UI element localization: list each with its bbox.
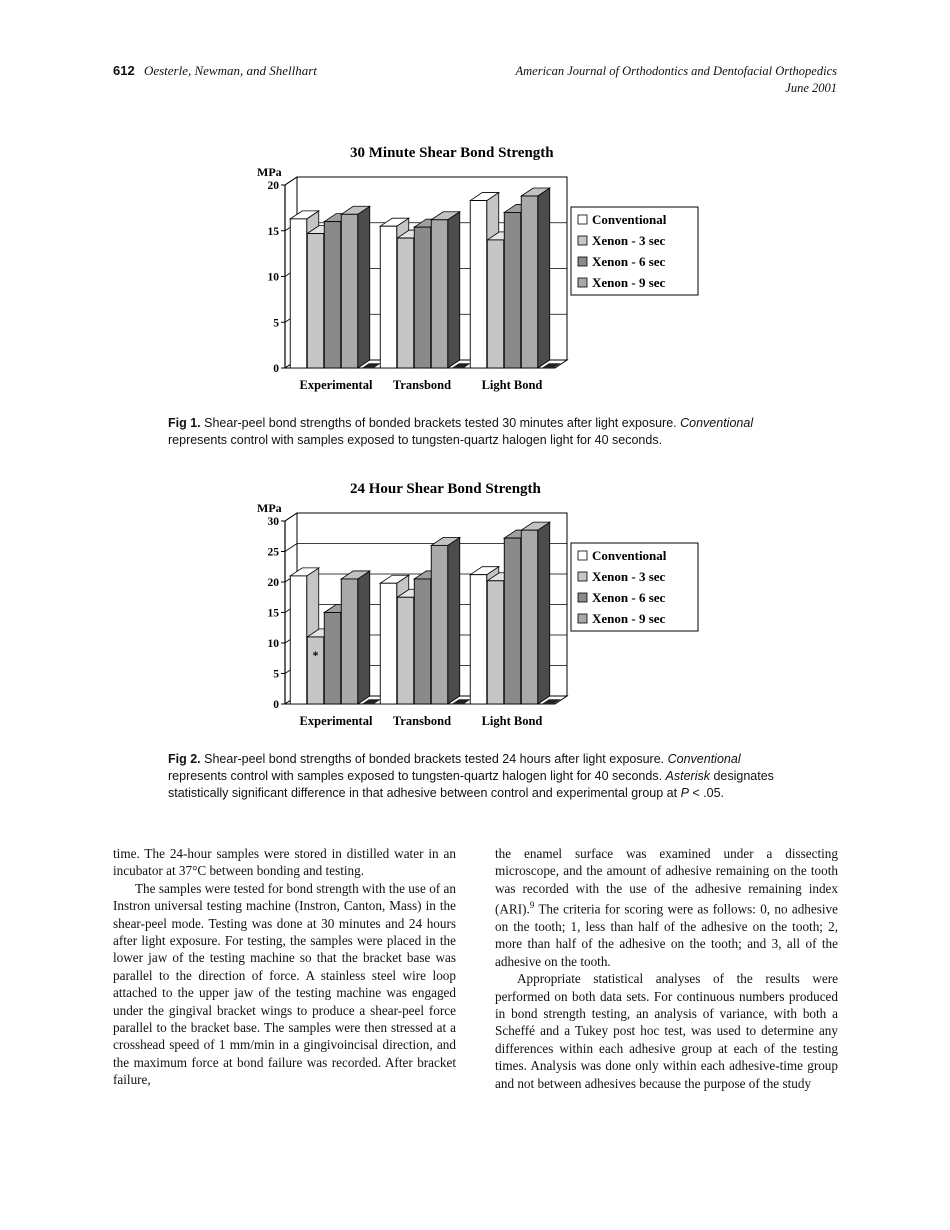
fig2-text-4: < .05.	[688, 786, 725, 800]
running-header-right	[516, 63, 838, 97]
fig1-italic: Conventional	[680, 416, 754, 430]
bar-front	[290, 219, 307, 368]
figure-2	[255, 476, 715, 738]
running-authors: Oesterle, Newman, and Shellhart	[143, 63, 317, 78]
y-axis-label: MPa	[257, 501, 282, 515]
fig2-text-1: Shear-peel bond strengths of bonded brackets tested 24 hours after light exposure.	[200, 752, 668, 766]
legend-swatch	[578, 257, 587, 266]
bar-front	[324, 613, 341, 705]
fig1-text-2: represents control with samples exposed to tungsten-quartz halogen light for 40 seconds.	[168, 433, 663, 447]
y-tick-label: 25	[267, 546, 279, 559]
figure-2-caption	[168, 751, 788, 802]
bar-front	[397, 238, 414, 368]
y-tick-label: 10	[267, 271, 279, 284]
category-label: Experimental	[299, 714, 373, 728]
y-tick-label: 0	[273, 699, 279, 711]
y-tick-label: 20	[267, 180, 279, 192]
body-column-left	[113, 845, 456, 1089]
legend-label: Conventional	[592, 212, 667, 227]
y-axis-top-edge	[285, 513, 297, 521]
chart-title: 24 Hour Shear Bond Strength	[350, 481, 541, 497]
fig1-text-1: Shear-peel bond strengths of bonded brackets tested 30 minutes after light exposure.	[200, 416, 681, 430]
issue-date: June 2001	[785, 81, 837, 95]
legend-swatch	[578, 551, 587, 560]
fig2-italic-1: Conventional	[667, 752, 741, 766]
category-label: Light Bond	[481, 714, 543, 728]
page-number: 612	[113, 63, 135, 78]
bar-front	[521, 530, 538, 704]
bar-front	[414, 227, 431, 368]
bar-front	[470, 575, 487, 704]
gridline-side	[285, 544, 297, 552]
legend-swatch	[578, 278, 587, 287]
bar	[521, 522, 550, 704]
bar-side	[538, 188, 550, 368]
bar-front	[504, 538, 521, 704]
y-tick-label: 5	[273, 317, 279, 330]
citation-superscript: 9	[529, 900, 535, 911]
bar-front	[431, 545, 448, 704]
y-tick-label: 15	[267, 607, 279, 620]
legend-label: Conventional	[592, 548, 667, 563]
legend-label: Xenon - 9 sec	[592, 611, 666, 626]
legend-label: Xenon - 6 sec	[592, 254, 666, 269]
legend-label: Xenon - 3 sec	[592, 233, 666, 248]
y-tick-label: 5	[273, 668, 279, 681]
bar-front	[487, 240, 504, 368]
paragraph: time. The 24-hour samples were stored in distilled water in an incubator at 37°C between bonding and testing.	[113, 846, 456, 879]
paragraph-text: the enamel surface was examined under a dissecting microscope, and the amount of adhesive remaining on the tooth was recorded with the use of the adhesive remaining index (ARI).	[495, 846, 838, 917]
category-label: Transbond	[392, 378, 452, 392]
bar-front	[380, 583, 397, 704]
fig2-label: Fig 2.	[168, 752, 201, 766]
chart-title: 30 Minute Shear Bond Strength	[350, 145, 554, 161]
chart-30-minute	[255, 140, 715, 402]
bar-side	[448, 212, 460, 368]
bar	[431, 212, 460, 368]
y-tick-label: 0	[273, 363, 279, 375]
bar-front	[504, 212, 521, 368]
running-header-left	[113, 63, 317, 79]
y-axis-top-edge	[285, 177, 297, 185]
bar-front	[414, 579, 431, 704]
bar-front	[341, 214, 358, 368]
bar-front	[307, 637, 324, 704]
y-axis-label: MPa	[257, 165, 282, 179]
bar-front	[470, 201, 487, 368]
y-tick-label: 30	[267, 516, 279, 528]
paragraph: Appropriate statistical analyses of the results were performed on both data sets. For continuous numbers produced in bond strength testing, an analysis of variance, with both a Scheffé and a Tukey post hoc test, was used to determine any differences within each adhesive group at each of the testing times. Analysis was done only within each adhesive-time group and not between adhesives because the purpose of the study	[495, 971, 838, 1091]
bar-front	[397, 597, 414, 704]
bar-side	[538, 522, 550, 704]
bar	[521, 188, 550, 368]
significance-marker: *	[312, 649, 319, 662]
paragraph	[495, 845, 838, 970]
figure-1	[255, 140, 715, 402]
figure-1-caption	[168, 415, 788, 449]
fig2-italic-2: Asterisk	[665, 769, 710, 783]
y-tick-label: 10	[267, 638, 279, 650]
bar-front	[487, 581, 504, 704]
bar-front	[341, 579, 358, 704]
bar-front	[431, 220, 448, 368]
bar-front	[290, 576, 307, 704]
bar-side	[358, 206, 370, 368]
bar-front	[521, 196, 538, 368]
y-tick-label: 15	[267, 225, 279, 238]
fig2-text-3: designates statistically significant difference in that adhesive between control and experimental group at	[168, 769, 774, 800]
fig2-italic-3: P	[680, 786, 689, 800]
legend-swatch	[578, 593, 587, 602]
legend-label: Xenon - 9 sec	[592, 275, 666, 290]
bar-front	[324, 222, 341, 368]
category-label: Experimental	[299, 378, 373, 392]
legend-label: Xenon - 3 sec	[592, 569, 666, 584]
category-label: Transbond	[392, 714, 452, 728]
y-tick-label: 20	[267, 577, 279, 589]
legend-label: Xenon - 6 sec	[592, 590, 666, 605]
bar	[431, 537, 460, 704]
legend-swatch	[578, 215, 587, 224]
chart-24-hour	[255, 476, 715, 738]
body-column-right	[495, 845, 838, 1092]
legend-swatch	[578, 236, 587, 245]
paragraph: The samples were tested for bond strength with the use of an Instron universal testing machine (Instron, Canton, Mass) in the shear-peel mode. Testing was done at 30 minutes and 24 hours after light exposure. For testing, the samples were placed in the lower jaw of the testing machine so that the bracket base was parallel to the direction of force. A stainless steel wire loop attached to the upper jaw of the testing machine was engaged under the gingival bracket wings to produce a shear-peel force parallel to the bracket base. The samples were then stressed at a crosshead speed of 1 mm/min in a gingivoincisal direction, and the maximum force at bond failure was recorded. After bracket failure,	[113, 880, 456, 1088]
bar-front	[380, 226, 397, 368]
legend-swatch	[578, 572, 587, 581]
fig1-label: Fig 1.	[168, 416, 201, 430]
bar	[341, 571, 370, 704]
legend-swatch	[578, 614, 587, 623]
bar-side	[448, 537, 460, 704]
category-label: Light Bond	[481, 378, 543, 392]
paragraph-text: The criteria for scoring were as follows: 0, no adhesive on the tooth; 1, less than half of the adhesive on the tooth; 2, more than half of the adhesive on the tooth; and 3, all of the adhesive on the tooth.	[495, 901, 838, 969]
bar-side	[358, 571, 370, 704]
fig2-text-2: represents control with samples exposed to tungsten-quartz halogen light for 40 seconds.	[168, 769, 666, 783]
bar	[341, 206, 370, 368]
bar-front	[307, 233, 324, 368]
journal-name: American Journal of Orthodontics and Dentofacial Orthopedics	[515, 64, 837, 78]
